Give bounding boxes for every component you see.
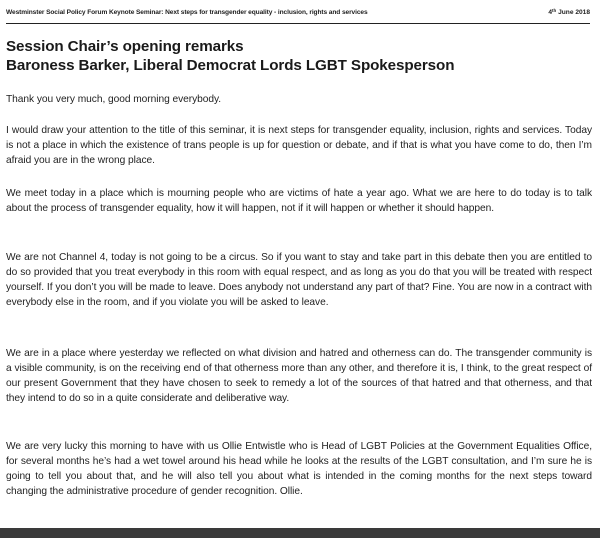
paragraph-1: Thank you very much, good morning everybody. — [6, 94, 222, 105]
speaker-heading: Baroness Barker, Liberal Democrat Lords LGBT Spokesperson — [6, 57, 455, 74]
header-date-rest: June 2018 — [556, 9, 590, 16]
section-title — [6, 37, 586, 75]
paragraph-5: We are in a place where yesterday we reflected on what division and hatred and otherness can do. The transgender community is a visible community, is on the receiving end of that otherness more than any other, and therefore it is, I think, to the great respect of our present Government that they have chosen to seek to remedy a lot of the sources of that hatred and that otherness, and that they intend to do so in a quite considerate and deliberative way. — [6, 348, 592, 404]
header-date-day: 4 — [548, 9, 553, 16]
header-event-title: Westminster Social Policy Forum Keynote Seminar: Next steps for transgender equality - inclusion, rights and services — [6, 9, 368, 16]
running-header — [6, 9, 590, 24]
bottom-border — [0, 528, 600, 538]
paragraph-2: I would draw your attention to the title of this seminar, it is next steps for transgender equality, inclusion, rights and services. Today is not a place in which the existence of trans people is up for question or debate, and if that is what you have come to do, then I’m afraid you are in the wrong place. — [6, 125, 592, 166]
paragraph-3: We meet today in a place which is mourning people who are victims of hate a year ago. What we are here to do today is to talk about the process of transgender equality, how it will happen, not if it will happen or whether it should happen. — [6, 188, 592, 214]
paragraph-6: We are very lucky this morning to have with us Ollie Entwistle who is Head of LGBT Policies at the Government Equalities Office, for several months he’s had a wet towel around his head while he looks at the results of the LGBT consultation, and I’m sure he is going to tell you about that, and he will also tell you about what is intended in the coming months for the next steps toward changing the administrative procedure of gender recognition. Ollie. — [6, 441, 592, 497]
paragraph-4: We are not Channel 4, today is not going to be a circus. So if you want to stay and take part in this debate then you are entitled to do so provided that you treat everybody in this room with equal respect, and as long as you do that you will be treated with respect yourself. If you don’t you will be made to leave. Does anybody not understand any part of that? Fine. You are now in a contract with everybody else in the room, and if you violate you will be asked to leave. — [6, 252, 592, 308]
header-date-suffix: th — [552, 8, 557, 13]
header-date — [548, 9, 590, 16]
section-heading: Session Chair’s opening remarks — [6, 38, 244, 55]
